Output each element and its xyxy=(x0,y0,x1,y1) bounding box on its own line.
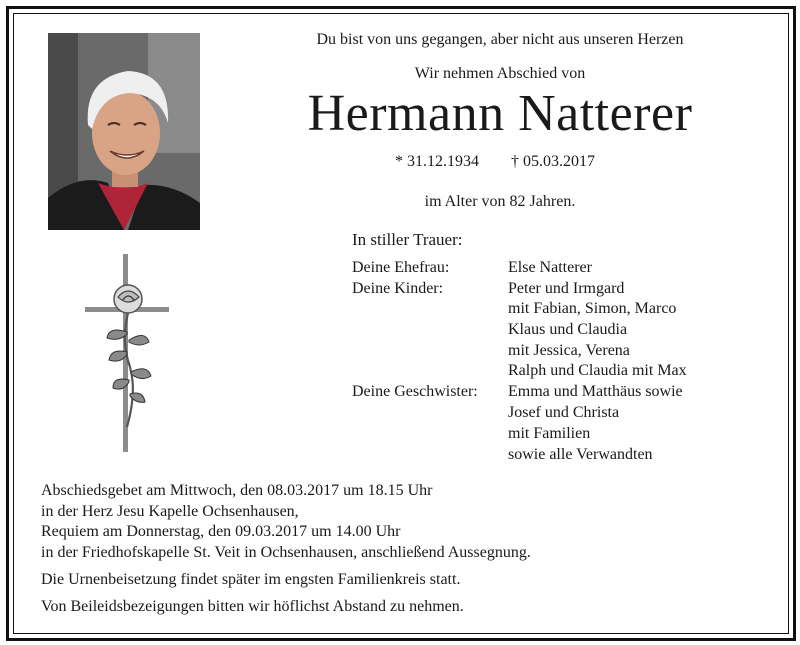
birth-date: * 31.12.1934 xyxy=(395,153,479,170)
mourner-line: Emma und Matthäus sowie xyxy=(508,383,683,400)
death-date: † 05.03.2017 xyxy=(511,153,595,170)
motto-line: Du bist von uns gegangen, aber nicht aus unseren Herzen xyxy=(316,31,684,48)
mourner-line: mit Jessica, Verena xyxy=(508,342,630,359)
mourner-line: mit Familien xyxy=(508,425,591,442)
mourner-line: Josef und Christa xyxy=(508,404,620,421)
mourner-label-siblings: Deine Geschwister: xyxy=(352,383,478,400)
mourner-label-children: Deine Kinder: xyxy=(352,280,444,297)
service-line: in der Herz Jesu Kapelle Ochsenhausen, xyxy=(41,503,299,520)
intro-line: Wir nehmen Abschied von xyxy=(414,65,586,82)
age-line: im Alter von 82 Jahren. xyxy=(424,193,576,210)
mourner-line: sowie alle Verwandten xyxy=(508,446,653,463)
service-line: in der Friedhofskapelle St. Veit in Ochsenhausen, anschließend Aussegnung. xyxy=(41,544,531,561)
mourner-line: Klaus und Claudia xyxy=(508,321,628,338)
mourner-line: Ralph und Claudia mit Max xyxy=(508,362,687,379)
condolence-notice: Von Beileidsbezeigungen bitten wir höflichst Abstand zu nehmen. xyxy=(41,598,464,615)
mourner-line: Else Natterer xyxy=(508,259,592,276)
mourner-label-spouse: Deine Ehefrau: xyxy=(352,259,450,276)
portrait-photo xyxy=(48,33,200,230)
cross-with-rose-icon xyxy=(83,252,173,454)
urn-notice: Die Urnenbeisetzung findet später im engsten Familienkreis statt. xyxy=(41,571,461,588)
service-line: Abschiedsgebet am Mittwoch, den 08.03.2017 um 18.15 Uhr xyxy=(41,482,433,499)
mourners-heading: In stiller Trauer: xyxy=(352,230,463,249)
service-line: Requiem am Donnerstag, den 09.03.2017 um 14.00 Uhr xyxy=(41,523,401,540)
deceased-name: Hermann Natterer xyxy=(307,85,693,142)
mourner-line: Peter und Irmgard xyxy=(508,280,625,297)
mourner-line: mit Fabian, Simon, Marco xyxy=(508,300,677,317)
